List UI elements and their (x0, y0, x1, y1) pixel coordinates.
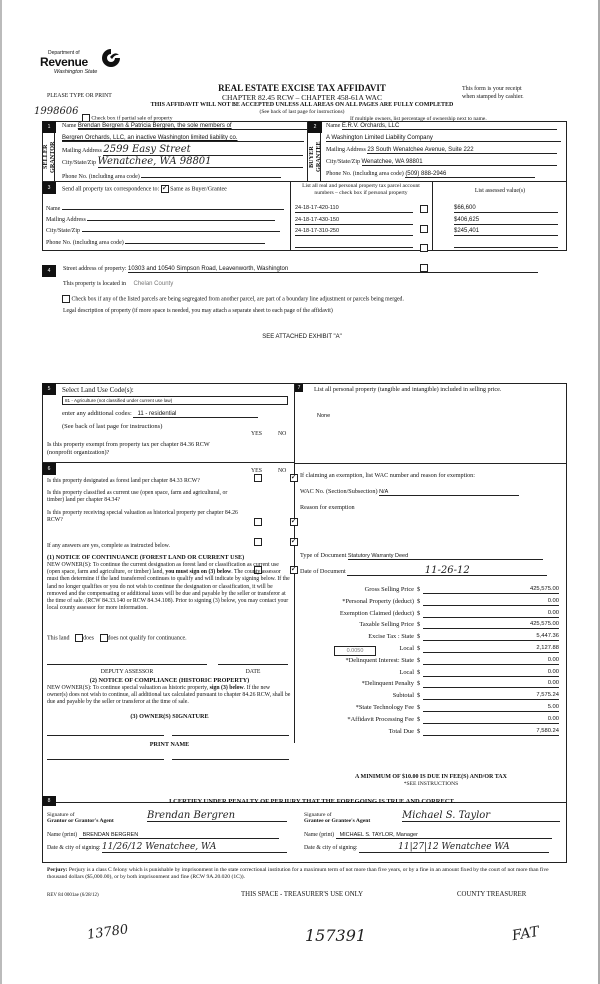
assessed-value-field[interactable]: $406,625 (454, 217, 558, 225)
s6-no-checkbox[interactable] (290, 538, 298, 546)
buyer-city-field[interactable]: Wenatchee, WA 98801 (362, 159, 557, 166)
handwritten-number: 1998606 (34, 106, 79, 117)
grantor-date-field[interactable]: 11/26/12 Wenatchee, WA (102, 843, 287, 853)
treasurer-use-label: THIS SPACE - TREASURER'S USE ONLY (241, 891, 363, 898)
notice-continuance-title: (1) NOTICE OF CONTINUANCE (FOREST LAND OR CURRENT USE) (47, 554, 245, 561)
s6-question-text: Is this property designated as forest land per chapter 84.33 RCW? (47, 478, 200, 484)
seller-city-row: City/State/Zip Wenatchee, WA 98801 (62, 157, 303, 168)
see-back-note: (See back of last page for instructions) (259, 109, 345, 115)
tax-row-value[interactable]: 0.00 (423, 669, 559, 677)
owner-signature-title: (3) OWNER(S) SIGNATURE (130, 713, 209, 720)
tax-row-label: Total Due (388, 727, 414, 735)
dor-logo (40, 50, 120, 80)
tax-row-value[interactable]: 0.00 (423, 680, 559, 688)
section-6-badge: 6 (42, 463, 56, 475)
no-header-6: NO (278, 468, 287, 474)
continuance-row: This land does does not qualify for continuance. (47, 635, 187, 642)
dor-swoosh-icon (101, 48, 121, 68)
deputy-assessor-line[interactable] (47, 664, 207, 665)
receipt-note-2: when stamped by cashier. (462, 94, 524, 100)
assessor-date-label: DATE (245, 669, 261, 675)
seller-side-label: SELLER GRANTOR (43, 133, 55, 181)
tax-row-label: Local (399, 645, 414, 652)
logo-line3: Washington State (54, 69, 98, 75)
currency-symbol: $ (417, 621, 421, 629)
currency-symbol: $ (417, 692, 421, 700)
tax-row-label: Excise Tax : State (368, 633, 414, 641)
currency-symbol: $ (417, 609, 421, 617)
notice-continuance-text: NEW OWNER(S): To continue the current designation as forest land or classification as current use (open space, farm and agriculture, or timber) land, you must sign on (3) below. The county assessor must then determine if the land transferred continues to qualify and will indicate by signing below. If the land no longer qualifies or you do not wish to continue the designation or classification, it will be removed and the compensating or additional taxes will be due and payable by the seller or transferor at the time of sale. (RCW 84.33.140 or RCW 84.34.108). Prior to signing (3) below, you may contact your local county assessor for more information. (47, 562, 290, 612)
county-row: This property is located in Chelan County (63, 281, 174, 287)
exempt-question: Is this property exempt from property tax per chapter 84.36 RCW (nonprofit organization)? (47, 441, 210, 456)
corr-city-field[interactable] (82, 225, 280, 232)
doc-type-field[interactable]: Statutory Warranty Deed (348, 553, 543, 560)
parcel-number-field[interactable]: 24-18-17-430-150 (295, 217, 413, 225)
legal-description-value: SEE ATTACHED EXHIBIT "A" (262, 334, 342, 340)
personal-property-value[interactable]: None (317, 413, 331, 419)
doc-date-row: Date of Document 11-26-12 (300, 566, 547, 576)
tax-row-value[interactable]: 7,575.24 (423, 692, 559, 700)
corr-mailing-field[interactable] (87, 214, 275, 221)
seller-mailing-field[interactable]: 2599 Easy Street (103, 145, 303, 156)
tax-row-value[interactable]: 0.00 (423, 657, 559, 665)
tax-row-label: Gross Selling Price (364, 586, 414, 593)
certify-statement: I CERTIFY UNDER PENALTY OF PERJURY THAT THE FOREGOING IS TRUE AND CORRECT. (168, 798, 455, 805)
yes-header-6: YES (251, 468, 262, 474)
owner-signature-line-2[interactable] (172, 735, 289, 736)
grantor-name-row: Name (print) BRENDAN BERGREN (47, 832, 279, 839)
seller-city-field[interactable]: Wenatchee, WA 98801 (98, 157, 303, 168)
buyer-phone-row: Phone No. (including area code) (509) 888-2946 (326, 171, 535, 178)
s6-yes-checkbox[interactable] (254, 518, 262, 526)
logo-line2: Revenue (40, 55, 88, 69)
wac-field[interactable]: N/A (379, 489, 519, 496)
buyer-phone-field[interactable]: (509) 888-2946 (405, 171, 535, 178)
print-name-line-1[interactable] (47, 759, 164, 760)
grantor-name-field[interactable]: BRENDAN BERGREN (79, 832, 279, 839)
logo-line1: Department of (48, 50, 80, 56)
corr-phone-row: Phone No. (including area code) (46, 237, 265, 246)
county-treasurer-label: COUNTY TREASURER (457, 891, 527, 898)
wac-row: WAC No. (Section/Subsection) N/A (300, 488, 519, 496)
buyer-side-label: BUYER GRANTEE (309, 133, 321, 181)
if-yes-note: If any answers are yes, complete as instructed below. (47, 543, 170, 549)
deputy-assessor-label: DEPUTY ASSESSOR (100, 669, 154, 675)
legal-description-label: Legal description of property (if more space is needed, you may attach a separate sheet to each page of the affidavit) (63, 308, 333, 314)
parcel-number-field[interactable] (295, 240, 413, 248)
grantee-name-row: Name (print) MICHAEL S. TAYLOR, Manager (304, 832, 552, 839)
tax-row-value[interactable]: 0.00 (423, 716, 559, 724)
personal-property-checkbox[interactable] (420, 225, 428, 233)
reason-label: Reason for exemption (300, 504, 355, 511)
buyer-mailing-row: Mailing Address 23 South Wenatchee Avenue, Suite 222 (326, 147, 557, 154)
form-title: REAL ESTATE EXCISE TAX AFFIDAVIT (218, 83, 386, 93)
seller-name-field[interactable]: Brendan Bergren & Patricia Bergren, the sole members of (78, 123, 316, 130)
buyer-mailing-field[interactable]: 23 South Wenatchee Avenue, Suite 222 (367, 147, 557, 154)
yes-header: YES (251, 431, 262, 437)
currency-symbol: $ (417, 597, 421, 605)
revision-code: REV 84 0001ae (6/28/12) (47, 893, 99, 898)
notice-compliance-title: (2) NOTICE OF COMPLIANCE (HISTORIC PROPERTY) (89, 677, 250, 684)
tax-row-label: *Delinquent Penalty (361, 680, 414, 688)
completion-warning: THIS AFFIDAVIT WILL NOT BE ACCEPTED UNLESS ALL AREAS ON ALL PAGES ARE FULLY COMPLETED (150, 102, 454, 108)
does-not-checkbox[interactable] (100, 634, 108, 642)
receipt-note-1: This form is your receipt (462, 86, 522, 92)
section-1-badge: 1 (42, 121, 56, 133)
personal-property-checkbox[interactable] (420, 244, 428, 252)
buyer-city-row: City/State/Zip Wenatchee, WA 98801 (326, 159, 557, 166)
grantee-signature-field[interactable]: Michael S. Taylor (402, 810, 560, 822)
divider (42, 462, 295, 463)
tax-row-label: Exemption Claimed (deduct) (339, 609, 414, 617)
land-use-see-back: (See back of last page for instructions) (62, 423, 163, 430)
owner-signature-line-1[interactable] (47, 735, 164, 736)
doc-date-field[interactable]: 11-26-12 (347, 566, 547, 576)
seller-name-line2-field[interactable]: Bergren Orchards, LLC, an inactive Washington limited liability co. (62, 135, 304, 142)
grantee-date-field[interactable]: 11|27|12 Wenatchee WA (359, 843, 549, 853)
exempt-no-checkbox[interactable] (290, 474, 298, 482)
tax-row-label: *Affidavit Processing Fee (347, 715, 414, 723)
corr-city-row: City/State/Zip (46, 225, 280, 234)
perjury-notice: Perjury: Perjury is a class C felony which is punishable by imprisonment in the state correctional institution for a maximum term of not more than five years, or by a fine in an amount fixed by the court of not more than five thousand dollars ($5,000.00), or by both imprisonment and fine (RCW 9A.20.020 (1C)). (47, 867, 549, 880)
grantee-date-row: Date & city of signing: 11|27|12 Wenatchee WA (304, 843, 549, 853)
tax-row-value[interactable]: 7,580.24 (423, 728, 559, 736)
corr-name-row: Name (46, 203, 284, 212)
tax-row-label: *Personal Property (deduct) (342, 597, 414, 605)
s6-question-text: Is this property classified as current use (open space, farm and agricultural, or timber) land per chapter 84.34? (47, 490, 228, 503)
tax-row-label: *State Technology Fee (355, 704, 414, 711)
multiple-owners-note: If multiple owners, list percentage of ownership next to name. (350, 116, 487, 122)
tax-row-value[interactable]: 425,575.00 (423, 621, 559, 629)
section-7-badge: 7 (295, 384, 303, 392)
tax-row-value[interactable]: 0.00 (423, 610, 559, 618)
minimum-note: A MINIMUM OF $10.00 IS DUE IN FEE(S) AND/OR TAX (355, 774, 507, 780)
seller-mailing-row: Mailing Address 2599 Easy Street (62, 145, 303, 156)
grantor-sig-label: Signature of Grantor or Grantor's Agent (47, 812, 114, 824)
correspondence-row: Send all property tax correspondence to: ✓ Same as Buyer/Grantee (62, 185, 227, 193)
section-5-badge: 5 (42, 383, 56, 395)
tax-row-value[interactable]: 2,127.88 (423, 645, 559, 653)
currency-symbol: $ (417, 727, 421, 735)
grantor-date-row: Date & city of signing: 11/26/12 Wenatchee, WA (47, 843, 287, 853)
no-header: NO (278, 431, 287, 437)
assessor-date-line[interactable] (218, 664, 288, 665)
parcel-row (2, 24, 598, 32)
parcels-header: List all real and personal property tax parcel account numbers – check box if personal property (302, 183, 420, 196)
exemption-label: If claiming an exemption, list WAC number and reason for exemption: (300, 472, 475, 479)
county-field[interactable]: Chelan County (133, 281, 174, 287)
personal-property-checkbox[interactable] (420, 205, 428, 213)
currency-symbol: $ (417, 680, 421, 688)
please-type-note: PLEASE TYPE OR PRINT (47, 93, 112, 99)
form-subtitle: CHAPTER 82.45 RCW – CHAPTER 458-61A WAC (222, 93, 382, 102)
grantor-signature-field[interactable]: Brendan Bergren (147, 810, 287, 822)
tax-row-value[interactable]: 0.00 (423, 598, 559, 606)
print-name-label: PRINT NAME (149, 741, 190, 748)
assessed-value-field[interactable]: $66,600 (454, 205, 558, 213)
land-use-select[interactable]: 81 - Agriculture (not classified under current use law) (62, 396, 288, 405)
section-4-badge: 4 (42, 265, 56, 277)
s6-question-text: Is this property receiving special valuation as historical property per chapter 84.26 RCW? (47, 510, 238, 523)
s6-yes-checkbox[interactable] (254, 538, 262, 546)
assessed-value-field[interactable]: $245,401 (454, 228, 558, 236)
see-instructions: *SEE INSTRUCTIONS (403, 781, 459, 787)
grantee-sig-label: Signature of Grantee or Grantee's Agent (304, 812, 371, 824)
notice-compliance-text: NEW OWNER(S): To continue special valuation as historic property, sign (3) below. If the new owner(s) does not wish to continue, all additional tax calculated pursuant to chapter 84.26 RCW, shall be due and payable by the seller or transferor at the time of sale. (47, 685, 291, 706)
parcel-number-field[interactable]: 24-18-17-420-110 (295, 205, 413, 213)
tax-row-value[interactable]: 5.00 (423, 704, 559, 712)
currency-symbol: $ (417, 586, 421, 593)
handwritten-note-3: FAT (510, 923, 541, 945)
currency-symbol: $ (417, 704, 421, 711)
tax-row-value[interactable]: 5,447.36 (423, 633, 559, 641)
doc-type-row: Type of Document Statutory Warranty Deed (300, 552, 543, 560)
divider (294, 383, 295, 743)
divider (42, 181, 567, 182)
section-8-badge: 8 (42, 796, 56, 806)
seller-phone-field[interactable] (141, 171, 281, 178)
divider (432, 182, 433, 251)
currency-symbol: $ (417, 668, 421, 676)
handwritten-note-1: 13780 (86, 922, 130, 943)
tax-row-label: Taxable Selling Price (359, 621, 414, 629)
buyer-name-field[interactable]: E.R.V. Orchards, LLC (342, 123, 557, 130)
print-name-line-2[interactable] (172, 759, 289, 760)
corr-phone-field[interactable] (125, 237, 265, 244)
personal-property-label: List all personal property (tangible and intangible) included in selling price. (314, 386, 502, 393)
street-address-field[interactable]: 10303 and 10540 Simpson Road, Leavenworth, Washington (128, 266, 538, 273)
divider (290, 182, 291, 251)
partial-sale-label: Check box if partial sale of property (91, 115, 173, 122)
assessed-value-field[interactable] (454, 240, 558, 248)
currency-symbol: $ (417, 656, 421, 664)
section-3-badge: 3 (42, 182, 56, 194)
handwritten-note-2: 157391 (305, 926, 367, 945)
currency-symbol: $ (417, 633, 421, 641)
currency-symbol: $ (417, 645, 421, 652)
corr-name-field[interactable] (62, 203, 284, 210)
land-use-title: Select Land Use Code(s): (62, 386, 134, 394)
buyer-name-line2-field[interactable]: A Washington Limited Liability Company (326, 135, 561, 142)
additional-codes-row: enter any additional codes: 11 - residential (62, 410, 258, 418)
parcel-number-field[interactable]: 24-18-17-310-250 (295, 228, 413, 236)
assessed-header: List assessed value(s) (474, 188, 526, 194)
divider (294, 463, 567, 464)
street-row: Street address of property: 10303 and 10540 Simpson Road, Leavenworth, Washington (63, 266, 538, 273)
s6-no-checkbox[interactable] (290, 518, 298, 526)
seller-phone-row: Phone No. (including area code) (62, 171, 281, 180)
additional-codes-field[interactable]: 11 - residential (133, 411, 258, 418)
same-as-buyer-checkbox[interactable] (161, 185, 169, 193)
buyer-name-row: Name E.R.V. Orchards, LLC (326, 123, 557, 130)
corr-mailing-row: Mailing Address (46, 214, 275, 223)
does-checkbox[interactable] (75, 634, 83, 642)
segregated-row: Check box if any of the listed parcels are being segregated from another parcel, are part of a boundary line adjustment or parcels being merged. (62, 295, 404, 303)
local-rate-field[interactable]: 0.0050 (334, 646, 376, 656)
tax-row-value[interactable]: 425,575.00 (423, 586, 559, 594)
tax-row-label: Local (399, 668, 414, 676)
seller-name-row: Name Brendan Bergren & Patricia Bergren, the sole members of (62, 123, 316, 130)
segregated-checkbox[interactable] (62, 295, 70, 303)
currency-symbol: $ (417, 715, 421, 723)
grantee-name-field[interactable]: MICHAEL S. TAYLOR, Manager (336, 832, 552, 839)
exempt-yes-checkbox[interactable] (254, 474, 262, 482)
tax-row-label: *Delinquent Interest: State (345, 656, 414, 664)
section-2-badge: 2 (308, 121, 322, 133)
tax-row-label: Subtotal (392, 692, 414, 700)
